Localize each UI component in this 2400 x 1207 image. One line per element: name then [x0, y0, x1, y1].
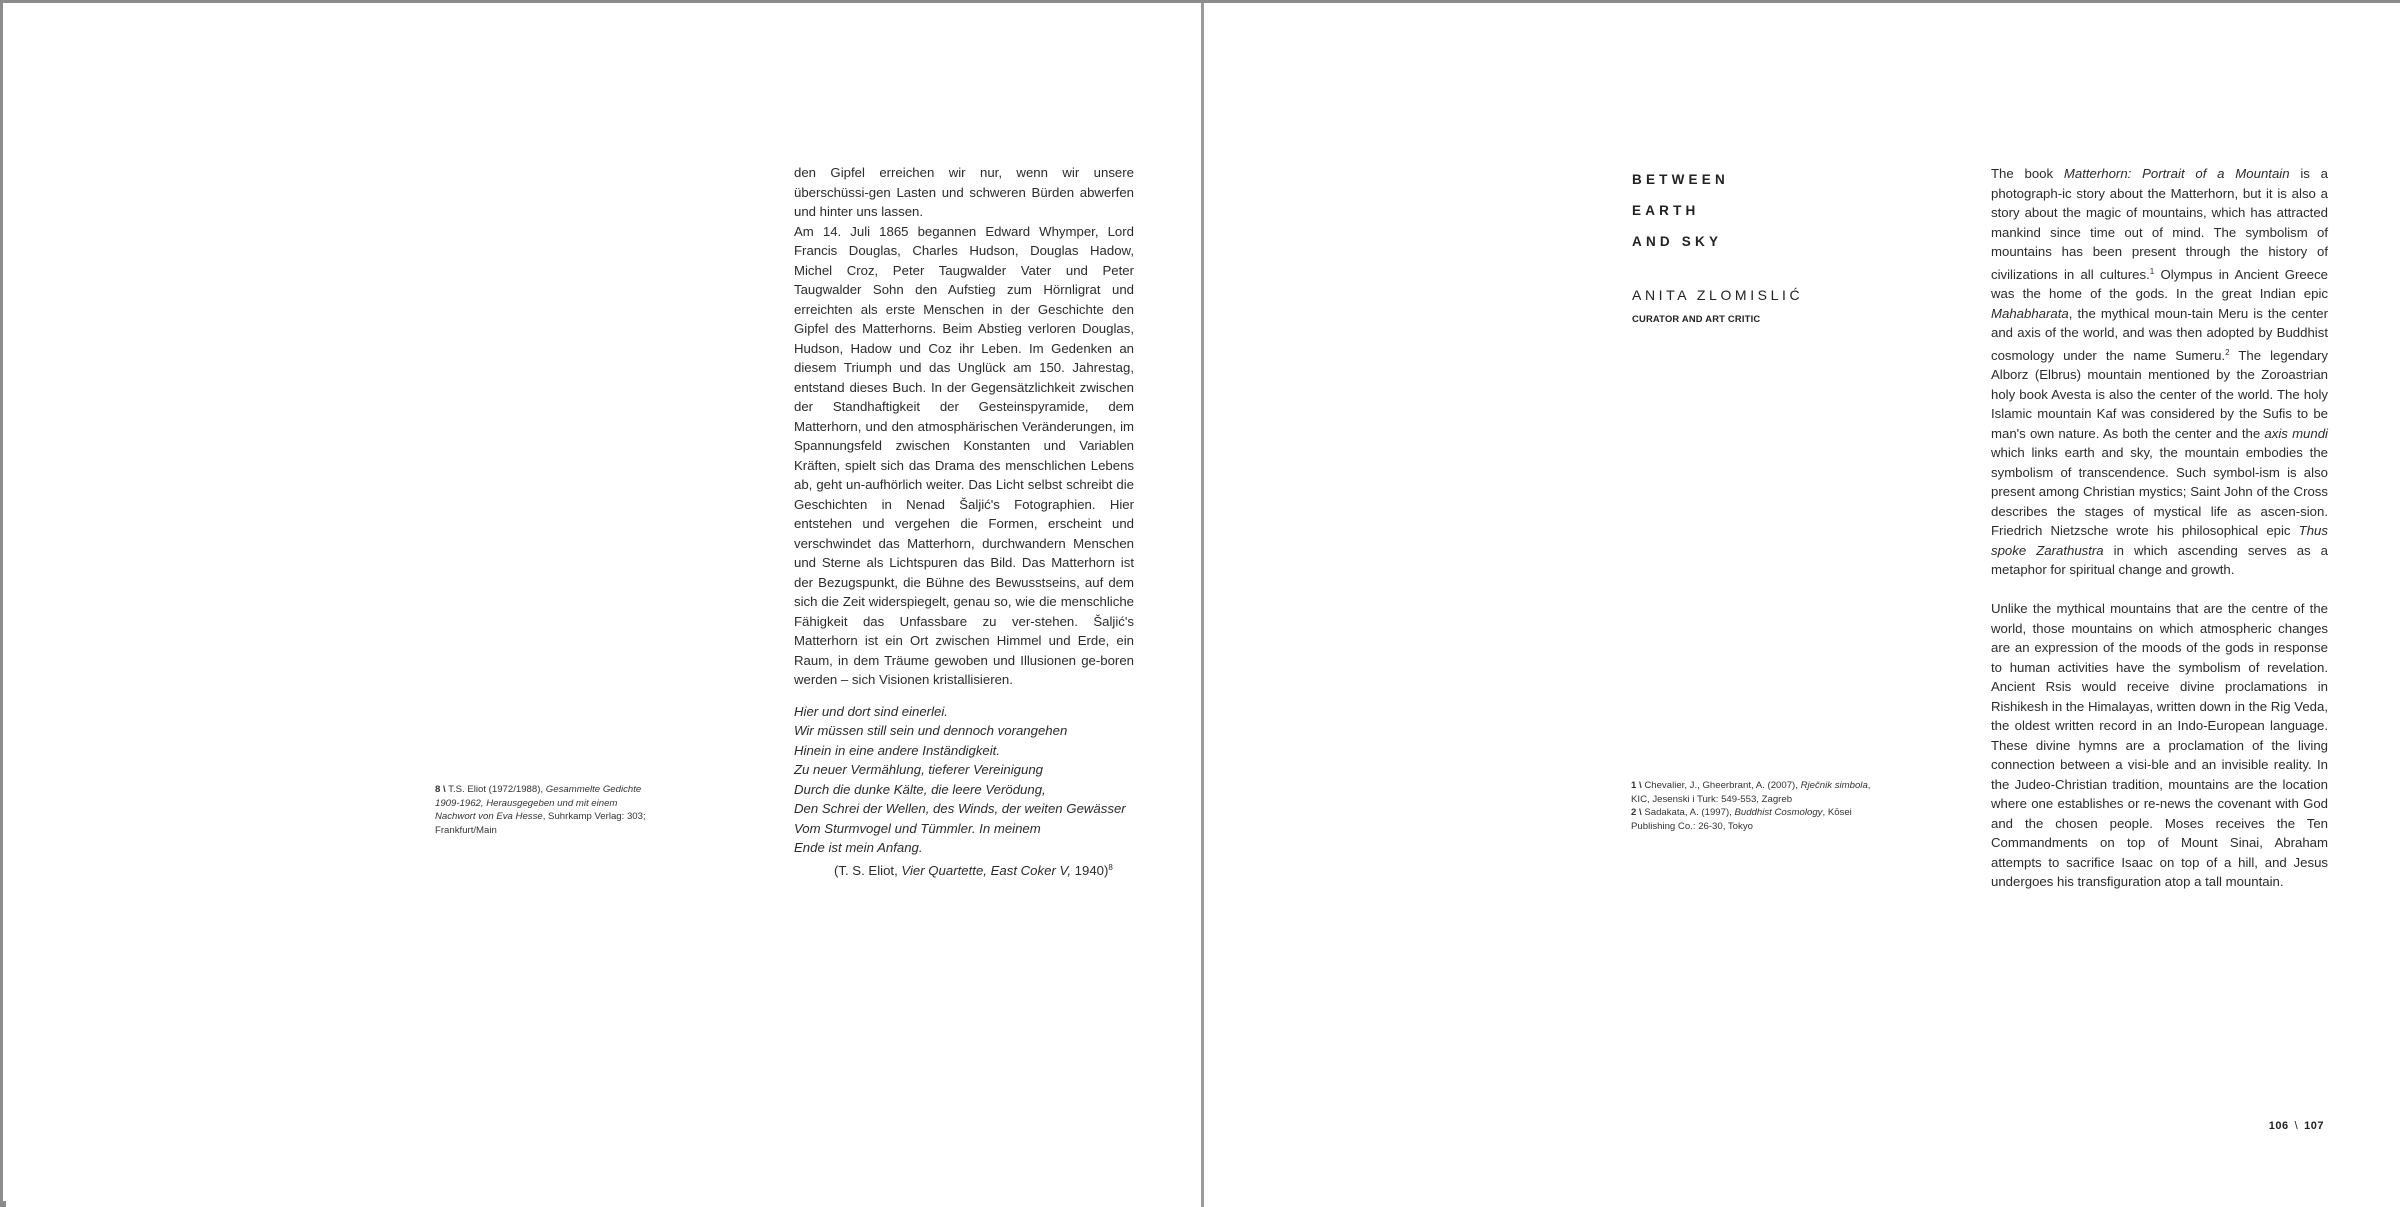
poem-line: Hinein in eine andere Inständigkeit. — [794, 742, 1001, 758]
page-number-left: 106 — [2268, 1120, 2289, 1132]
article-title — [1632, 164, 1729, 257]
title-line: EARTH — [1632, 203, 1700, 218]
right-footnotes — [1631, 779, 1891, 833]
footnote-1: 1 \ Chevalier, J., Gheerbrant, A. (2007), Rječnik simbola, KIC, Jesenski i Turk: 549-553, Zagreb — [1631, 780, 1871, 805]
title-line: AND SKY — [1632, 234, 1723, 249]
poem-citation: (T. S. Eliot, Vier Quartette, East Coker V, 1940)$^8$ — [834, 862, 1113, 878]
page-numbers — [2269, 1120, 2324, 1132]
poem-line: Wir müssen still sein und dennoch vorangehen — [794, 723, 1068, 738]
footnote-ref: 1 — [2149, 266, 2155, 276]
poem-line: Durch die dunke Kälte, die leere Verödung, — [794, 781, 1046, 797]
body-continuation: den Gipfel erreichen wir nur, wenn wir unsere überschüssi-gen Lasten und schweren Bürden abwerfen und hinter uns lassen. — [794, 165, 1134, 219]
body-paragraph: Am 14. Juli 1865 begannen Edward Whymper, Lord Francis Douglas, Charles Hudson, Douglas Hadow, Michel Croz, Peter Taugwalder Vater und Peter Taugwalder Sohn den Aufstieg zum Hörnligrat und erreichten als erste Menschen in der Geschichte den Gipfel des Matterhorns. Beim Abstieg verloren Douglas, Hudson, Hadow und Coz ihr Leben. Im Gedenken an diesem Triumph und das Unglück am 150. Jahrestag, entstand dieses Buch. In der Gegensätzlichkeit zwischen der Standhaftigkeit der Gesteinspyramide, dem Matterhorn, und den atmosphärischen Veränderungen, im Spannungsfeld zwischen Konstanten und Variablen Kräften, spielt sich das Drama des menschlichen Lebens ab, geht un-aufhörlich weiter. Das Licht selbst schreibt die Geschichten in Nenad Šaljić's Fotographien. Hier entstehen und vergehen die Formen, erscheint und verschwindet das Matterhorn, durchwandern Menschen und Sterne als Lichtspuren das Bild. Das Matterhorn ist der Bezugspunkt, die Bühne des Bewusstseins, auf dem sich die Zeit widerspiegelt, genau so, wie die menschliche Fähigkeit das Unfassbare zu ver-stehen. Šaljić's Matterhorn ist ein Ort zwischen Himmel und Erde, ein Raum, in dem Träume gewoben und Illusionen ge-boren werden – sich Visionen kristallisieren. — [794, 223, 1134, 687]
poem-line: Zu neuer Vermählung, tieferer Vereinigung — [794, 762, 1043, 777]
author-role: CURATOR AND ART CRITIC — [1632, 313, 1761, 324]
poem-line: Den Schrei der Wellen, des Winds, der weiten Gewässer — [794, 801, 1126, 816]
body-paragraph-1: The book Matterhorn: Portrait of a Mountain is a photograph-ic story about the Matterhorn, but it is also a story about the magic of mountains, which has attracted mankind since time out of mind. The symbolism of mountains has been present through the history of civilizations in all cultures.$^1$ Olympus in Ancient Greece was the home of the gods. In the great Indian epic Mahabharata, the mythical moun-tain Meru is the center and axis of the world, and was then adopted by Buddhist cosmology under the name Sumeru.$^2$ The legendary Alborz (Elbrus) mountain mentioned by the Zoroastrian holy book Avesta is also the center of the world. The holy Islamic mountain Kaf was considered by the Sufis to be man's own nature. As both the center and the axis mundi which links earth and sky, the mountain embodies the symbolism of transcendence. Such symbol-ism is also present among Christian mystics; Saint John of the Cross describes the stages of mystical life as ascen-sion. Friedrich Nietzsche wrote his philosophical epic Thus spoke Zarathustra in which ascending serves as a metaphor for spiritual change and growth. — [1991, 166, 2329, 577]
poem-quote — [794, 702, 1134, 881]
left-body-column — [794, 163, 1134, 880]
right-body-column — [1991, 164, 2328, 892]
body-paragraph-2: Unlike the mythical mountains that are the centre of the world, those mountains on which atmospheric changes are an expression of the moods of the gods in response to human activities have the symbolism of revelation. Ancient Rsis would receive divine proclamations in Rishikesh in the Himalayas, written down in the Rig Veda, the oldest written record in an Indo-European language. These divine hymns are a proclamation of the living connection between a visi-ble and an invisible reality. In the Judeo-Christian tradition, mountains are the location where one establishes or re-news the covenant with God and the chosen people. Moses receives the Ten Commandments on top of Mount Sinai, Abraham attempts to sacrifice Isaac on top of a hill, and Jesus undergoes his transfiguration atop a tall mountain. — [1991, 601, 2328, 889]
footnote-8: 8 \ T.S. Eliot (1972/1988), Gesammelte Gedichte 1909-1962, Herausgegeben und mit einem Nachwort von Eva Hesse, Suhrkamp Verlag: 303; Frankfurt/Main — [435, 784, 646, 836]
folio-separator: \ — [2294, 1120, 2299, 1132]
footnote-ref: 8 — [1108, 862, 1113, 872]
author-name: ANITA ZLOMISLIĆ — [1632, 287, 1804, 303]
poem-line: Hier und dort sind einerlei. — [794, 703, 948, 719]
footnote-2: 2 \ Sadakata, A. (1997), Buddhist Cosmology, Kōsei Publishing Co.: 26-30, Tokyo — [1631, 807, 1852, 832]
title-line: BETWEEN — [1632, 172, 1729, 187]
page-number-right: 107 — [2304, 1120, 2324, 1132]
poem-line: Ende ist mein Anfang. — [794, 840, 923, 855]
footnote-ref: 2 — [2225, 347, 2230, 357]
poem-line: Vom Sturmvogel und Tümmler. In meinem — [794, 820, 1041, 836]
